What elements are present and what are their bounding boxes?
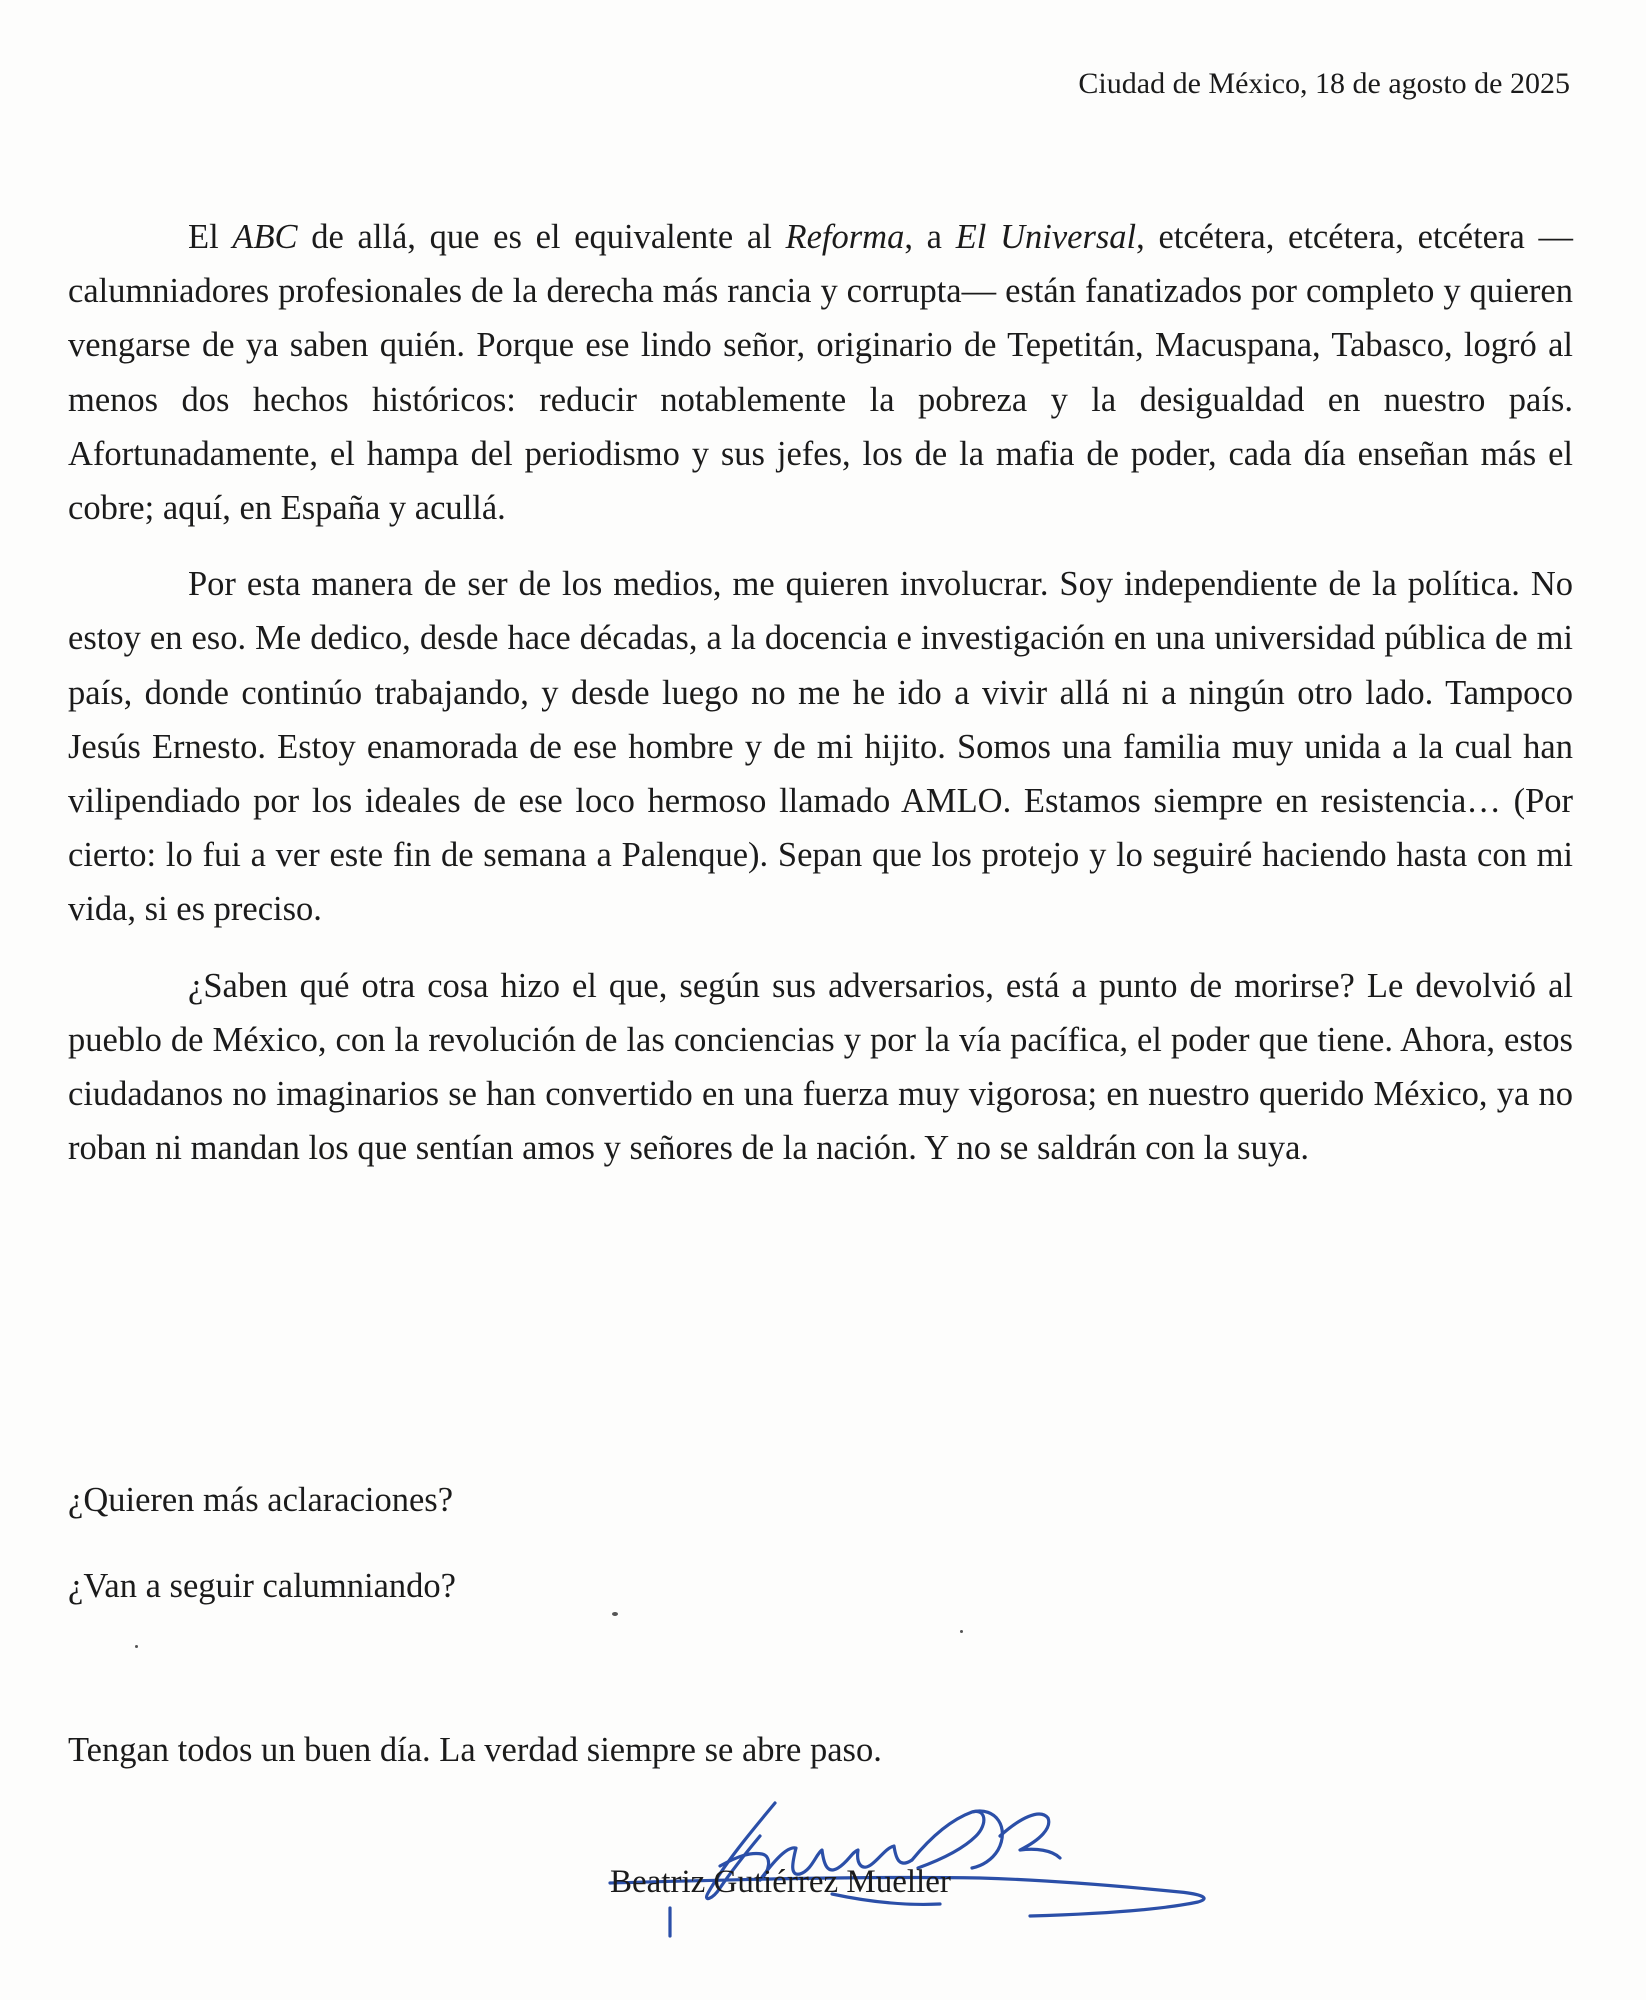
farewell-line: Tengan todos un buen día. La verdad siempre se abre paso. [68,1731,882,1769]
paragraph-3: ¿Saben qué otra cosa hizo el que, según sus adversarios, está a punto de morirse? Le devolvió al pueblo de México, con la revolución de las conciencias y por la vía pacífica, el poder que tiene. Ahora, estos ciudadanos no imaginarios se han convertido en una fuerza muy vigorosa; en nuestro querido México, ya no roban ni mandan los que sentían amos y señores de la nación. Y no se saldrán con la suya. [68,966,1573,1168]
speck [960,1630,963,1633]
speck [135,1645,138,1648]
signer-name: Beatriz Gutiérrez Mueller [610,1864,951,1900]
paragraph-1-text-a: El [188,218,233,256]
speck [612,1612,618,1616]
question-2: ¿Van a seguir calumniando? [68,1567,456,1605]
question-1: ¿Quieren más aclaraciones? [68,1481,454,1519]
date-line: Ciudad de México, 18 de agosto de 2025 [1078,67,1570,100]
reforma-newspaper-name: Reforma [785,218,905,256]
universal-newspaper-name: El Universal [955,218,1137,256]
letter-body [68,210,1573,1197]
paragraph-1-text-d: , etcétera, etcétera, etcétera —calumniadores profesionales de la derecha más rancia y corrupta— están fanatizados por completo y quieren vengarse de ya saben quién. Porque ese lindo señor, originario de Tepetitán, Macuspana, Tabasco, logró al menos dos hechos históricos: reducir notablemente la pobreza y la desigualdad en nuestro país. Afortunadamente, el hampa del periodismo y sus jefes, los de la mafia de poder, cada día enseñan más el cobre; aquí, en España y acullá. [68,218,1573,528]
abc-newspaper-name: ABC [232,218,298,256]
paragraph-1 [68,210,1573,535]
paragraph-2: Por esta manera de ser de los medios, me quieren involucrar. Soy independiente de la política. No estoy en eso. Me dedico, desde hace décadas, a la docencia e investigación en una universidad pública de mi país, donde continúo trabajando, y desde luego no me he ido a vivir allá ni a ningún otro lado. Tampoco Jesús Ernesto. Estoy enamorada de ese hombre y de mi hijito. Somos una familia muy unida a la cual han vilipendiado por los ideales de ese loco hermoso llamado AMLO. Estamos siempre en resistencia… (Por cierto: lo fui a ver este fin de semana a Palenque). Sepan que los protejo y lo seguiré haciendo hasta con mi vida, si es preciso. [68,565,1573,929]
paragraph-1-text-b: de allá, que es el equivalente al [297,218,786,256]
paragraph-1-text-c: , a [904,218,956,256]
